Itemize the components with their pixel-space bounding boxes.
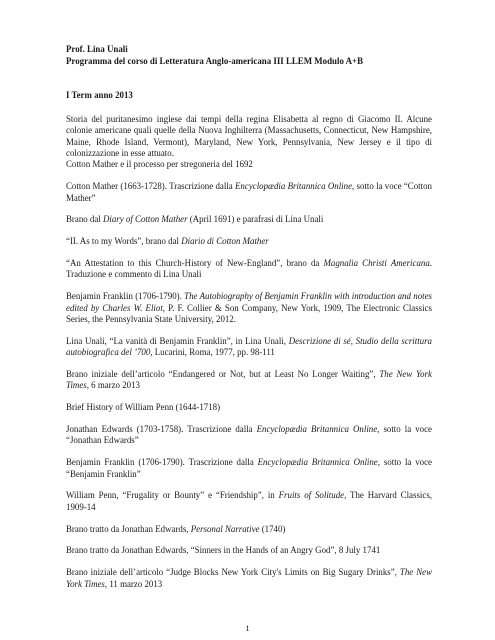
entry: William Penn, “Frugality or Bounty” e “Friendship”, in Fruits of Solitude, The Harvard Classics, 1909-14 [66,490,432,512]
entry: Brano iniziale dell’articolo “Judge Blocks New York City's Limits on Big Sugary Drinks”, The New York Times, 11 marzo 2013 [66,567,432,589]
entry: Brano tratto da Jonathan Edwards, “Sinners in the Hands of an Angry God”, 8 July 1741 [66,545,381,556]
entry: Brano iniziale dell’articolo “Endangered or Not, but at Least No Longer Waiting”, The New York Times, 6 marzo 2013 [66,369,432,391]
entry: “II. As to my Words”, brano dal Diario di Cotton Mather [66,236,269,247]
entry: “An Attestation to this Church-History of New-England”, brano da Magnalia Christi Americana. Traduzione e commento di Lina Unali [66,258,432,280]
term-heading: I Term anno 2013 [66,90,133,101]
author-line: Prof. Lina Unali [66,44,128,54]
entry: Jonathan Edwards (1703-1758). Trascrizione dalla Encyclopædia Britannica Online, sotto la voce “Jonathan Edwards” [66,424,433,446]
intro-paragraph: Storia del puritanesimo inglese dai tempi della regina Elisabetta al regno di Giacomo II. Alcune colonie americane quali quelle della Nuova Inghilterra (Massachusetts, Connecticut, New Hampshire, Maine, Rhode Island, Vermont), Maryland, New York, Pennsylvania, New Jersey e il tipo di colonizzazione in esse attuato. [66,113,432,158]
entry: Benjamin Franklin (1706-1790). The Autobiography of Benjamin Franklin with introduction and notes edited by Charles W. Eliot, P. F. Collier & Son Company, New York, 1909, The Electronic Classics Series, the Pennsylvania State University, 2012. [66,291,432,325]
entry: Brano dal Diary of Cotton Mather (April 1691) e parafrasi di Lina Unali [66,214,324,225]
entry: Brano tratto da Jonathan Edwards, Personal Narrative (1740) [66,523,286,534]
entry: Benjamin Franklin (1706-1790). Trascrizione dalla Encyclopædia Britannica Online, sotto la voce “Benjamin Franklin” [66,457,432,479]
document-body [66,44,432,590]
entry: Lina Unali, “La vanità di Benjamin Franklin”, in Lina Unali, Descrizione di sé, Studio della scrittura autobiografica del ’700, Lucarini, Roma, 1977, pp. 98-111 [66,335,432,358]
entry: Brief History of William Penn (1644-1718) [66,402,221,413]
entry: Cotton Mather (1663-1728). Trascrizione dalla Encyclopædia Britannica Online, sotto la voce “Cotton Mather” [66,181,432,203]
page-number: 1 [245,623,250,633]
intro-line: Cotton Mather e il processo per stregoneria del 1692 [66,159,253,170]
course-title: Programma del corso di Letteratura Anglo-americana III LLEM Modulo A+B [66,55,364,66]
